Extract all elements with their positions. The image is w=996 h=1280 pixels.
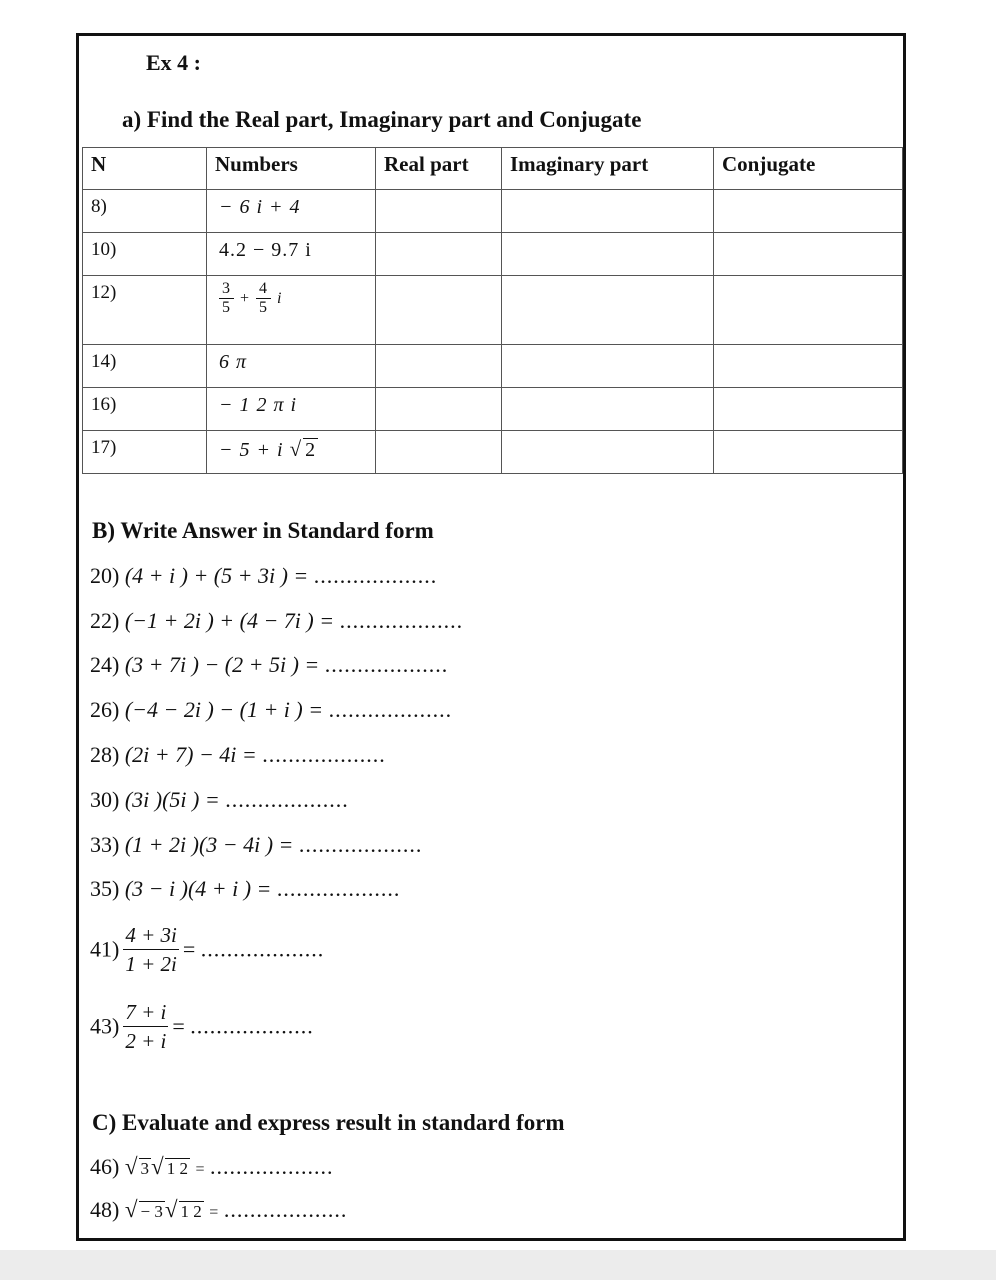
problem-33: 33) (1 + 2i )(3 − 4i ) = ................... xyxy=(90,832,423,857)
real-part-cell[interactable] xyxy=(376,431,502,474)
fraction: $\frac{4}{5}$ xyxy=(256,280,271,317)
column-header: Real part xyxy=(376,148,502,190)
column-header: Numbers xyxy=(207,148,376,190)
real-part-cell[interactable] xyxy=(376,233,502,276)
column-header: Imaginary part xyxy=(502,148,714,190)
section-c-heading: C) Evaluate and express result in standard form xyxy=(92,1110,565,1135)
table-row xyxy=(83,190,903,233)
row-number: 14) xyxy=(83,345,207,388)
conjugate-cell[interactable] xyxy=(714,190,903,233)
fraction: $\frac{7 + i}{2 + i}$ xyxy=(125,1000,167,1053)
sqrt-term: √ 3 xyxy=(124,1153,150,1179)
real-part-cell[interactable] xyxy=(376,345,502,388)
table-row xyxy=(83,276,903,345)
problem-48: 48) √ − 3√ 1 2 = ................... xyxy=(90,1196,348,1222)
table-header-row xyxy=(83,148,903,190)
complex-number: − 6 i + 4 xyxy=(207,190,376,233)
problem-35: 35) (3 − i )(4 + i ) = ................... xyxy=(90,876,401,901)
column-header: N xyxy=(83,148,207,190)
complex-number: 6 π xyxy=(207,345,376,388)
imaginary-part-cell[interactable] xyxy=(502,345,714,388)
problem-24: 24) (3 + 7i ) − (2 + 5i ) = ................... xyxy=(90,652,449,677)
problem-46: 46) √ 3√ 1 2 = ................... xyxy=(90,1153,334,1179)
problem-20: 20) (4 + i ) + (5 + 3i ) = ................... xyxy=(90,563,438,588)
radical-sign: √ xyxy=(289,437,303,461)
column-header: Conjugate xyxy=(714,148,903,190)
fraction: $\frac{4 + 3i}{1 + 2i}$ xyxy=(125,923,177,976)
sqrt-term: √ − 3 xyxy=(124,1196,163,1222)
real-part-cell[interactable] xyxy=(376,388,502,431)
imaginary-part-cell[interactable] xyxy=(502,190,714,233)
imaginary-part-cell[interactable] xyxy=(502,431,714,474)
table-row xyxy=(83,233,903,276)
complex-number: − 5 + i √ 2 xyxy=(207,431,376,474)
row-number: 10) xyxy=(83,233,207,276)
section-a-heading: a) Find the Real part, Imaginary part and Conjugate xyxy=(122,107,642,132)
table-row xyxy=(83,431,903,474)
problem-30: 30) (3i )(5i ) = ................... xyxy=(90,787,349,812)
conjugate-cell[interactable] xyxy=(714,431,903,474)
table-row xyxy=(83,388,903,431)
row-number: 12) xyxy=(83,276,207,345)
row-number: 17) xyxy=(83,431,207,474)
imaginary-part-cell[interactable] xyxy=(502,388,714,431)
sqrt-term: √ 1 2 xyxy=(151,1153,188,1179)
problem-22: 22) (−1 + 2i ) + (4 − 7i ) = ................... xyxy=(90,608,464,633)
page-bottom-band xyxy=(0,1250,996,1280)
problem-28: 28) (2i + 7) − 4i = ................... xyxy=(90,742,386,767)
parts-table xyxy=(82,147,903,474)
conjugate-cell[interactable] xyxy=(714,233,903,276)
conjugate-cell[interactable] xyxy=(714,388,903,431)
section-b-heading: B) Write Answer in Standard form xyxy=(92,518,434,543)
complex-number: − 1 2 π i xyxy=(207,388,376,431)
conjugate-cell[interactable] xyxy=(714,276,903,345)
row-number: 8) xyxy=(83,190,207,233)
conjugate-cell[interactable] xyxy=(714,345,903,388)
imaginary-part-cell[interactable] xyxy=(502,233,714,276)
complex-number: 4.2 − 9.7 i xyxy=(207,233,376,276)
real-part-cell[interactable] xyxy=(376,276,502,345)
problem-41: 41) $\frac{4 + 3i}{1 + 2i}$ = ................... xyxy=(90,923,325,976)
real-part-cell[interactable] xyxy=(376,190,502,233)
exercise-title: Ex 4 : xyxy=(146,50,201,75)
problem-26: 26) (−4 − 2i ) − (1 + i ) = ................... xyxy=(90,697,453,722)
row-number: 16) xyxy=(83,388,207,431)
imaginary-part-cell[interactable] xyxy=(502,276,714,345)
fraction: $\frac{3}{5}$ xyxy=(219,280,234,317)
complex-number: $\frac{3}{5}$ + $\frac{4}{5}$ i xyxy=(207,276,376,345)
table-row xyxy=(83,345,903,388)
sqrt-term: √ 1 2 xyxy=(164,1196,202,1222)
problem-43: 43) $\frac{7 + i}{2 + i}$ = ................... xyxy=(90,1000,314,1053)
